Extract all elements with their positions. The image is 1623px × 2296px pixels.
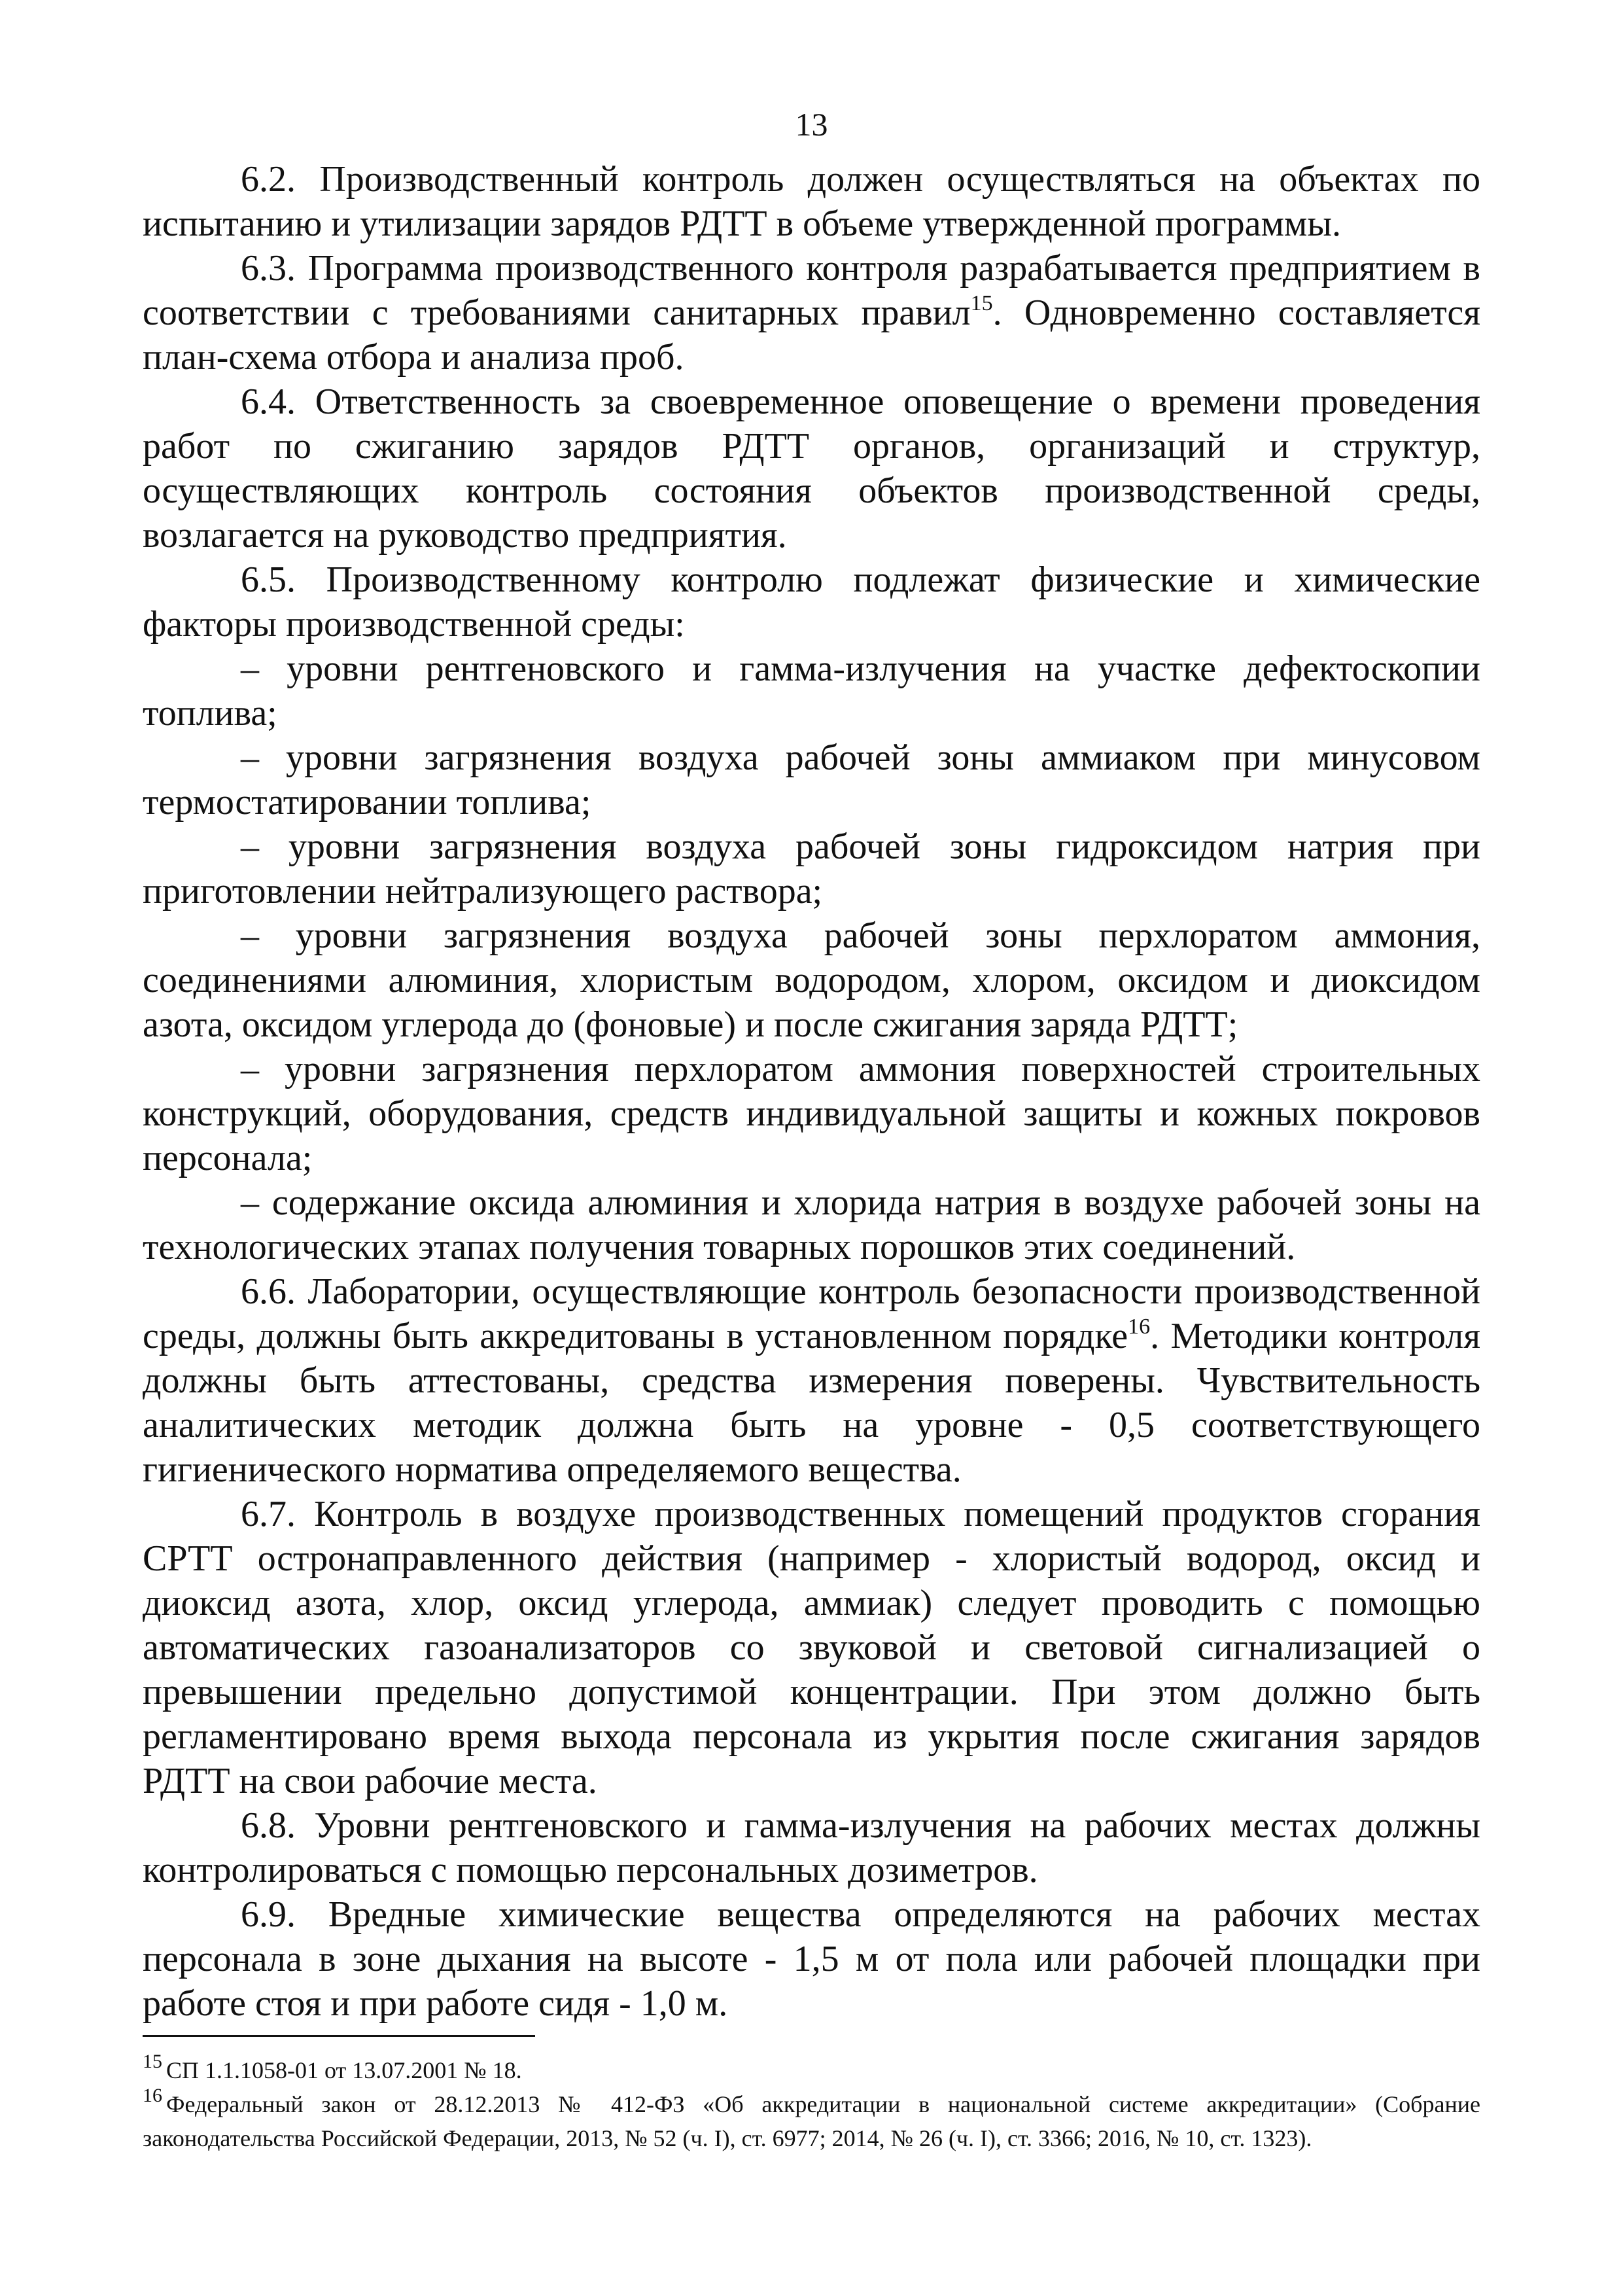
page-number: 13 — [795, 106, 828, 143]
list-item-text: – уровни загрязнения перхлоратом аммония поверхностей строительных конструкций, оборудования, средств индивидуальной защиты и кожных покровов персонала; — [143, 1049, 1480, 1178]
paragraph-text-tail: . Методики контроля должны быть аттестованы, средства измерения поверены. Чувствительность аналитических методик должна быть на уровне - 0,5 соответствующего гигиенического норматива определяемого вещества. — [143, 1316, 1480, 1490]
list-item-aluminium-oxide-content — [143, 1180, 1480, 1269]
list-item-perchlorate-air-levels — [143, 913, 1480, 1047]
footnote-mark: 15 — [143, 2051, 162, 2072]
paragraph-6-3 — [143, 246, 1480, 380]
paragraph-text: 6.2. Производственный контроль должен осуществляться на объектах по испытанию и утилизации зарядов РДТТ в объеме утвержденной программы. — [143, 159, 1480, 244]
list-item-xray-levels — [143, 646, 1480, 735]
list-item-text: – уровни рентгеновского и гамма-излучения на участке дефектоскопии топлива; — [143, 648, 1480, 733]
footnote-15 — [143, 2053, 1480, 2087]
paragraph-6-4 — [143, 380, 1480, 557]
body-text — [143, 157, 1480, 2026]
paragraph-6-9 — [143, 1892, 1480, 2026]
footnote-text: Федеральный закон от 28.12.2013 № 412-ФЗ «Об аккредитации в национальной системе аккредитации» (Собрание законодательства Российской Федерации, 2013, № 52 (ч. I), ст. 6977; 2014, № 26 (ч. I), ст. 3366; 2016, № 10, ст. 1323). — [143, 2091, 1480, 2151]
paragraph-6-7 — [143, 1492, 1480, 1803]
paragraph-6-5 — [143, 557, 1480, 646]
paragraph-text: 6.3. Программа производственного контроля разрабатывается предприятием в соответствии с требованиями санитарных правил — [143, 248, 1480, 333]
paragraph-text: 6.4. Ответственность за своевременное оповещение о времени проведения работ по сжиганию зарядов РДТТ органов, организаций и структур, осуществляющих контроль состояния объектов производственной среды, возлагается на руководство предприятия. — [143, 381, 1480, 556]
list-item-text: – уровни загрязнения воздуха рабочей зоны перхлоратом аммония, соединениями алюминия, хлористым водородом, хлором, оксидом и диоксидом азота, оксидом углерода до (фоновые) и после сжигания заряда РДТТ; — [143, 915, 1480, 1045]
paragraph-text: 6.6. Лаборатории, осуществляющие контроль безопасности производственной среды, должны быть аккредитованы в установленном порядке — [143, 1271, 1480, 1356]
list-item-perchlorate-surface-levels — [143, 1047, 1480, 1180]
paragraph-text: 6.8. Уровни рентгеновского и гамма-излучения на рабочих местах должны контролироваться с помощью персональных дозиметров. — [143, 1805, 1480, 1890]
list-item-sodium-hydroxide-levels — [143, 824, 1480, 913]
list-item-text: – содержание оксида алюминия и хлорида натрия в воздухе рабочей зоны на технологических этапах получения товарных порошков этих соединений. — [143, 1182, 1480, 1267]
paragraph-text: 6.9. Вредные химические вещества определяются на рабочих местах персонала в зоне дыхания на высоте - 1,5 м от пола или рабочей площадки при работе стоя и при работе сидя - 1,0 м. — [143, 1894, 1480, 2024]
list-item-text: – уровни загрязнения воздуха рабочей зоны гидроксидом натрия при приготовлении нейтрализующего раствора; — [143, 826, 1480, 911]
footnote-text: СП 1.1.1058-01 от 13.07.2001 № 18. — [166, 2057, 522, 2083]
footnote-16 — [143, 2087, 1480, 2155]
paragraph-text: 6.7. Контроль в воздухе производственных помещений продуктов сгорания СРТТ остронаправленного действия (например - хлористый водород, оксид и диоксид азота, хлор, оксид углерода, аммиак) следует проводить с помощью автоматических газоанализаторов со звуковой и световой сигнализацией о превышении предельно допустимой концентрации. При этом должно быть регламентировано время выхода персонала из укрытия после сжигания зарядов РДТТ на свои рабочие места. — [143, 1494, 1480, 1801]
paragraph-text: 6.5. Производственному контролю подлежат физические и химические факторы производственной среды: — [143, 559, 1480, 645]
paragraph-6-8 — [143, 1803, 1480, 1892]
footnote-ref-15: 15 — [970, 291, 993, 315]
footnote-ref-16: 16 — [1128, 1315, 1151, 1339]
paragraph-text-tail: . Одновременно составляется план-схема отбора и анализа проб. — [143, 292, 1480, 378]
list-item-ammonia-levels — [143, 735, 1480, 824]
list-item-text: – уровни загрязнения воздуха рабочей зоны аммиаком при минусовом термостатировании топлива; — [143, 737, 1480, 822]
footnotes — [143, 2053, 1480, 2155]
paragraph-6-2 — [143, 157, 1480, 246]
paragraph-6-6 — [143, 1269, 1480, 1492]
footnote-divider — [143, 2035, 535, 2037]
footnote-mark: 16 — [143, 2085, 162, 2106]
